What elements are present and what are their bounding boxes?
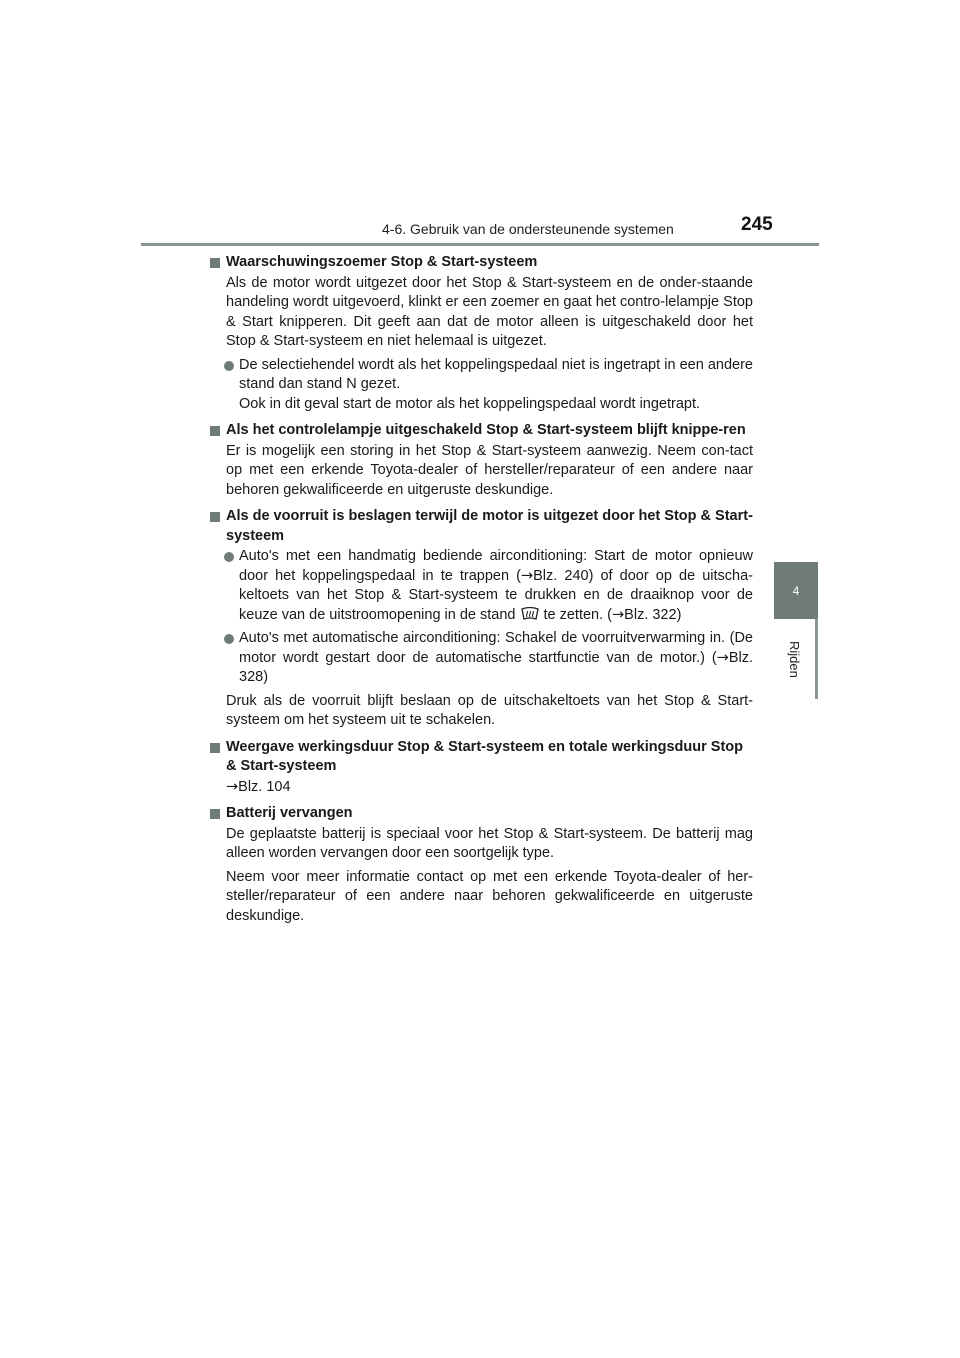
arrow-icon: → bbox=[226, 778, 239, 795]
bullet-text: De selectiehendel wordt als het koppelingspedaal niet is ingetrapt in een andere stand dan stand N gezet. bbox=[239, 356, 753, 392]
heading-text: Batterij vervangen bbox=[226, 805, 353, 821]
bullet-text: Auto's met automatische airconditioning: Schakel de voorruitverwarming in. (De motor wordt gestart door de automatische startfunctie van de motor.) ( bbox=[239, 630, 753, 666]
heading-text: Als het controlelampje uitgeschakeld Stop & Start-systeem blijft knippe-ren bbox=[226, 422, 746, 438]
bullet-item bbox=[210, 547, 753, 625]
bullet-text: Auto's met een handmatig bediende airconditioning: Start de motor opnieuw door het koppelingspedaal in te trappen ( bbox=[239, 548, 753, 584]
square-bullet-icon bbox=[210, 512, 220, 522]
square-bullet-icon bbox=[210, 426, 220, 436]
section-windshield-fogged bbox=[210, 507, 753, 731]
page-reference: Blz. 328) bbox=[239, 649, 753, 685]
round-bullet-icon bbox=[224, 361, 234, 371]
paragraph: Er is mogelijk een storing in het Stop & Start-systeem aanwezig. Neem con-tact op met een erkende Toyota-dealer of hersteller/reparateur of een andere naar behoren gekwalificeerde en uitgeruste deskundige. bbox=[226, 442, 753, 498]
windshield-defrost-icon bbox=[520, 606, 540, 622]
page-reference: Blz. 322) bbox=[624, 606, 682, 623]
chapter-tab-label bbox=[774, 619, 818, 699]
page-header-section-title: 4-6. Gebruik van de ondersteunende systemen bbox=[382, 221, 674, 237]
chapter-number: 4 bbox=[792, 583, 800, 598]
paragraph: Neem voor meer informatie contact op met een erkende Toyota-dealer of her-steller/reparateur of een andere naar behoren gekwalificeerde en uitgeruste deskundige. bbox=[226, 868, 753, 924]
page-number: 245 bbox=[741, 214, 773, 235]
header-rule bbox=[141, 243, 819, 246]
section-heading bbox=[210, 421, 753, 441]
page-reference: Blz. 240) of door op de uitscha-keltoets van het Stop & Start-systeem te drukken en de draaiknop voor de keuze van de uitstroomopening in de stand bbox=[239, 567, 753, 623]
paragraph: Als de motor wordt uitgezet door het Stop & Start-systeem en de onder-staande handeling wordt uitgevoerd, klinkt er een zoemer en gaat het contro-lelampje Stop & Start knipperen. Dit geeft aan dat de motor alleen is uitgeschakeld door het Stop & Start-systeem en niet helemaal is uitgezet. bbox=[226, 274, 753, 349]
section-heading bbox=[210, 738, 753, 777]
section-indicator-blinks bbox=[210, 421, 753, 500]
section-heading bbox=[210, 507, 753, 546]
section-heading bbox=[210, 253, 753, 273]
square-bullet-icon bbox=[210, 258, 220, 268]
bullet-item bbox=[210, 629, 753, 688]
section-heading bbox=[210, 804, 753, 824]
chapter-tab-number bbox=[774, 562, 818, 619]
square-bullet-icon bbox=[210, 743, 220, 753]
heading-text: Als de voorruit is beslagen terwijl de motor is uitgezet door het Stop & Start-systeem bbox=[226, 508, 753, 544]
square-bullet-icon bbox=[210, 809, 220, 819]
arrow-icon: → bbox=[520, 567, 534, 584]
section-operating-time-display bbox=[210, 738, 753, 798]
chapter-label: Rijden bbox=[787, 640, 802, 678]
bullet-text: te zetten. ( bbox=[543, 606, 613, 623]
page-reference: Blz. 104 bbox=[238, 778, 291, 795]
arrow-icon: → bbox=[716, 649, 729, 666]
arrow-icon: → bbox=[612, 606, 625, 623]
section-battery-replacement bbox=[210, 804, 753, 926]
paragraph: De geplaatste batterij is speciaal voor het Stop & Start-systeem. De batterij mag alleen worden vervangen door een soortgelijk type. bbox=[226, 825, 753, 861]
round-bullet-icon bbox=[224, 552, 234, 562]
paragraph: Druk als de voorruit blijft beslaan op de uitschakeltoets van het Stop & Start-systeem om het systeem uit te schakelen. bbox=[226, 692, 753, 728]
heading-text: Weergave werkingsduur Stop & Start-systeem en totale werkingsduur Stop & Start-systeem bbox=[226, 738, 744, 774]
section-buzzer bbox=[210, 253, 753, 414]
round-bullet-icon bbox=[224, 634, 234, 644]
heading-text: Waarschuwingszoemer Stop & Start-systeem bbox=[226, 254, 538, 270]
paragraph bbox=[210, 778, 753, 798]
bullet-text: Ook in dit geval start de motor als het koppelingspedaal wordt ingetrapt. bbox=[239, 395, 701, 412]
bullet-item bbox=[210, 356, 753, 415]
main-content bbox=[210, 253, 753, 930]
